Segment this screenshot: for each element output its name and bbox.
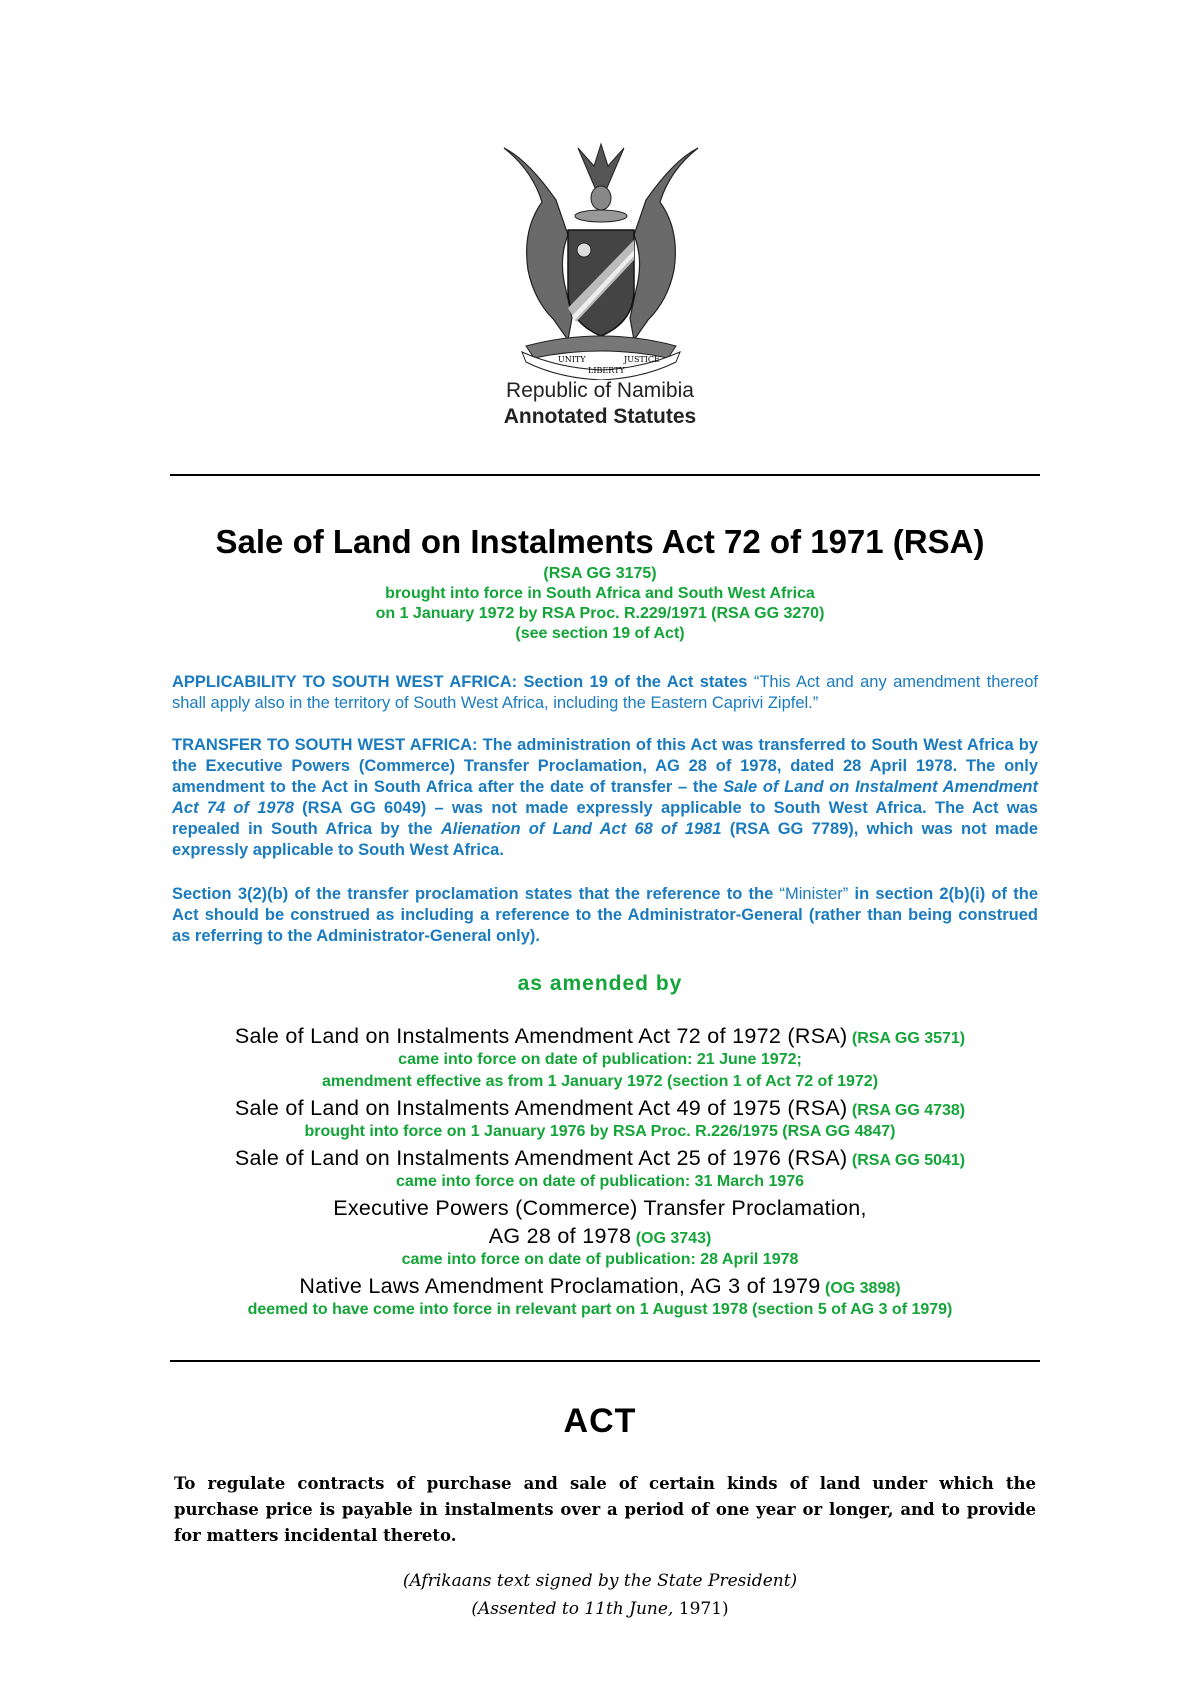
- transfer-text-2: (RSA GG 6049) – was not made expressly applicable to South West Africa. The Act was repealed in South Africa by the: [172, 799, 1038, 838]
- amendment-1-note-1: came into force on date of publication: 21 June 1972;: [398, 1051, 802, 1068]
- signed-note: (Afrikaans text signed by the State President): [402, 1571, 798, 1591]
- commencement-line-1: brought into force in South Africa and South West Africa: [385, 585, 815, 602]
- applicability-note: [172, 672, 1038, 714]
- amendment-1-note-2: amendment effective as from 1 January 1972 (section 1 of Act 72 of 1972): [321, 1073, 879, 1090]
- section3-minister: “Minister”: [779, 885, 849, 903]
- amendment-4: [0, 1196, 1200, 1223]
- amendment-5-gazette: (OG 3898): [824, 1280, 901, 1297]
- long-title: To regulate contracts of purchase and sale of certain kinds of land under which the purchase price is payable in instalments over a period of one year or longer, and to provide for matters incidental thereto.: [174, 1474, 1036, 1545]
- divider-top: [170, 474, 1040, 476]
- amendment-3-gazette: (RSA GG 5041): [851, 1152, 966, 1169]
- commencement-line-3: (see section 19 of Act): [515, 625, 685, 642]
- amendment-1: [0, 1024, 1200, 1051]
- assented-date: 11th June,: [584, 1599, 674, 1619]
- divider-bottom: [170, 1360, 1040, 1362]
- crest-motto-justice: JUSTICE: [624, 355, 660, 364]
- section3-text-1: Section 3(2)(b) of the transfer proclamation states that the reference to the: [172, 885, 780, 903]
- crest-motto-unity: UNITY: [558, 355, 586, 364]
- gazette-ref: (RSA GG 3175): [543, 565, 657, 582]
- act-title: Sale of Land on Instalments Act 72 of 1971 (RSA): [215, 523, 985, 560]
- assented-year: 1971): [673, 1599, 729, 1619]
- amendment-2-gazette: (RSA GG 4738): [851, 1102, 966, 1119]
- transfer-amendment-act: Sale of Land on Instalment Amendment Act 74 of 1978: [172, 778, 1038, 817]
- amendment-2-title: Sale of Land on Instalments Amendment Act 49 of 1975 (RSA): [234, 1096, 848, 1120]
- crest-motto-liberty: LIBERTY: [588, 366, 625, 375]
- assented-note: [0, 1596, 1200, 1622]
- amendment-4-title-1: Executive Powers (Commerce) Transfer Proclamation,: [333, 1196, 867, 1220]
- namibia-coat-of-arms: [498, 140, 704, 380]
- annotated-statutes-label: Annotated Statutes: [503, 405, 697, 428]
- section3-text-2: in section 2(b)(i) of the Act should be construed as including a reference to the Administrator-General (rather than being construed as referring to the Administrator-General only).: [172, 885, 1038, 945]
- assented-prefix: (Assented to: [471, 1599, 585, 1619]
- amendment-3-note: came into force on date of publication: 31 March 1976: [395, 1173, 805, 1190]
- act-heading: ACT: [563, 1402, 637, 1440]
- amendment-5-title: Native Laws Amendment Proclamation, AG 3 of 1979: [299, 1274, 821, 1298]
- amendment-5-note: deemed to have come into force in relevant part on 1 August 1978 (section 5 of AG 3 of 1979): [247, 1301, 953, 1318]
- amendment-4-note: came into force on date of publication: 28 April 1978: [401, 1251, 799, 1268]
- amendment-4-title-2: AG 28 of 1978: [488, 1224, 632, 1248]
- applicability-quote: “This Act and any amendment thereof shall apply also in the territory of South West Africa, including the Eastern Caprivi Zipfel.”: [172, 673, 1038, 712]
- transfer-text-3: (RSA GG 7789), which was not made expressly applicable to South West Africa.: [172, 820, 1038, 859]
- as-amended-by-heading: as amended by: [517, 972, 683, 995]
- crest-left-oryx: [504, 148, 572, 340]
- amendment-2: [0, 1096, 1200, 1123]
- amendment-3-title: Sale of Land on Instalments Amendment Act 25 of 1976 (RSA): [234, 1146, 848, 1170]
- commencement-line-2: on 1 January 1972 by RSA Proc. R.229/1971 (RSA GG 3270): [375, 605, 825, 622]
- transfer-repeal-act: Alienation of Land Act 68 of 1981: [440, 820, 722, 838]
- amendment-4-line-2: [0, 1224, 1200, 1251]
- republic-label: Republic of Namibia: [506, 379, 694, 402]
- transfer-note: [172, 735, 1038, 861]
- amendment-1-title: Sale of Land on Instalments Amendment Act 72 of 1972 (RSA): [234, 1024, 848, 1048]
- section3-note: [172, 884, 1038, 947]
- applicability-label: APPLICABILITY TO SOUTH WEST AFRICA: Section 19 of the Act states: [172, 673, 748, 691]
- transfer-text-1: TRANSFER TO SOUTH WEST AFRICA: The administration of this Act was transferred to South West Africa by the Executive Powers (Commerce) Transfer Proclamation, AG 28 of 1978, dated 28 April 1978. The only amendment to the Act in South Africa after the date of transfer – the: [172, 736, 1038, 796]
- amendment-1-gazette: (RSA GG 3571): [851, 1030, 966, 1047]
- amendment-4-gazette: (OG 3743): [635, 1230, 712, 1247]
- amendment-2-note: brought into force on 1 January 1976 by RSA Proc. R.226/1975 (RSA GG 4847): [304, 1123, 896, 1140]
- amendment-3: [0, 1146, 1200, 1173]
- crest-right-oryx: [630, 148, 698, 340]
- amendment-5: [0, 1274, 1200, 1301]
